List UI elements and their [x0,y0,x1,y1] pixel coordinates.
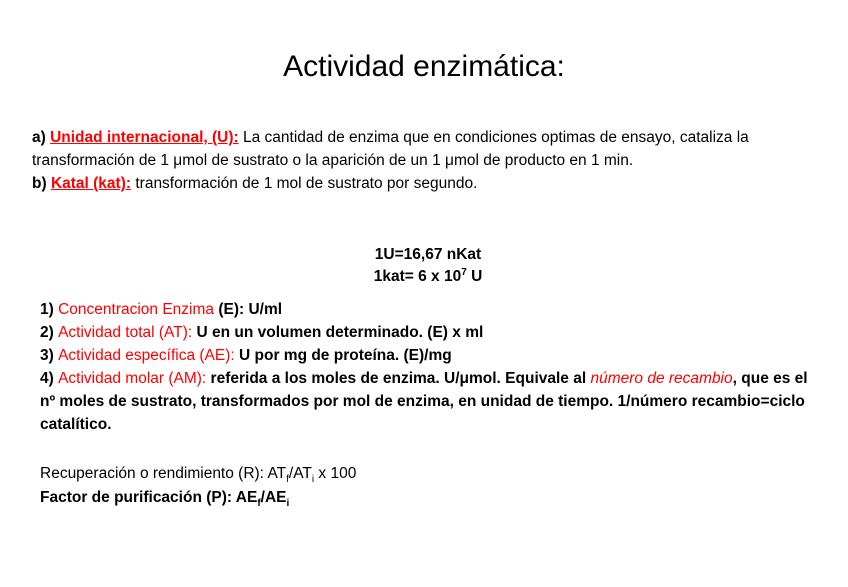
activity-text: U por mg de proteína. (E)/mg [234,347,452,364]
purification-formula [40,486,820,510]
recovery-sub-initial: i [311,474,315,486]
activity-list [40,298,820,436]
activity-item-4 [40,367,820,436]
conversion-exponent: 7 [461,266,467,278]
activity-text-1: referida a los moles de enzima. U/ [206,370,460,387]
definition-a [32,126,822,172]
purification-mid: /AE [260,489,287,506]
recovery-label: Recuperación o rendimiento (R): AT [40,465,287,482]
definition-a-term: Unidad internacional, (U): [50,129,239,146]
mu-symbol: μ [445,152,454,169]
definition-a-text-1: La cantidad de enzima que en condiciones optimas de ensayo, cataliza la transformación de 1 [32,129,749,169]
recovery-tail: x 100 [314,465,357,482]
recovery-sub-final: f [286,474,289,486]
activity-text-2: mol. Equivale al [469,370,591,387]
recovery-mid: /AT [288,465,312,482]
recovery-formula [40,462,820,486]
activity-text: U en un volumen determinado. (E) x ml [192,324,484,341]
mu-symbol: μ [459,370,469,387]
conversion-line-2 [0,266,848,288]
activity-term: Actividad específica (AE): [58,347,235,364]
definition-a-prefix: a) [32,129,51,146]
activity-item-3 [40,344,820,367]
activity-term: Actividad molar (AM): [58,370,207,387]
definition-a-text-2: mol de sustrato o la aparición de un 1 [182,152,446,169]
activity-text-3: , que es el nº moles de sustrato, transformados por mol de enzima, en unidad de tiempo. 1/número recambio=ciclo catalítico. [40,370,808,433]
conversion-line-2-tail: U [466,268,483,285]
formulas-block [40,462,820,510]
activity-number: 3) [40,347,59,364]
activity-item-2 [40,321,820,344]
definition-b-text: transformación de 1 mol de sustrato por segundo. [131,175,478,192]
activity-term: Concentracion Enzima [58,301,215,318]
activity-number: 1) [40,301,59,318]
purification-sub-final: f [257,498,261,510]
unit-conversions [0,244,848,288]
mu-symbol: μ [173,152,183,169]
activity-item-1 [40,298,820,321]
conversion-line-2-base: 1kat= 6 x 10 [373,268,462,285]
activity-term: Actividad total (AT): [58,324,193,341]
definition-a-text-3: mol de producto en 1 min. [453,152,634,169]
purification-label: Factor de purificación (P): AE [40,489,258,506]
page-title: Actividad enzimática: [283,50,565,84]
definitions-block [32,126,822,195]
activity-number: 4) [40,370,59,387]
definition-b-prefix: b) [32,175,51,192]
conversion-line-1: 1U=16,67 nKat [374,246,482,263]
purification-sub-initial: i [286,498,290,510]
activity-text: (E): U/ml [214,301,283,318]
activity-number: 2) [40,324,59,341]
activity-italic-term: número de recambio [590,370,733,387]
definition-b-term: Katal (kat): [50,175,132,192]
definition-b [32,172,822,195]
